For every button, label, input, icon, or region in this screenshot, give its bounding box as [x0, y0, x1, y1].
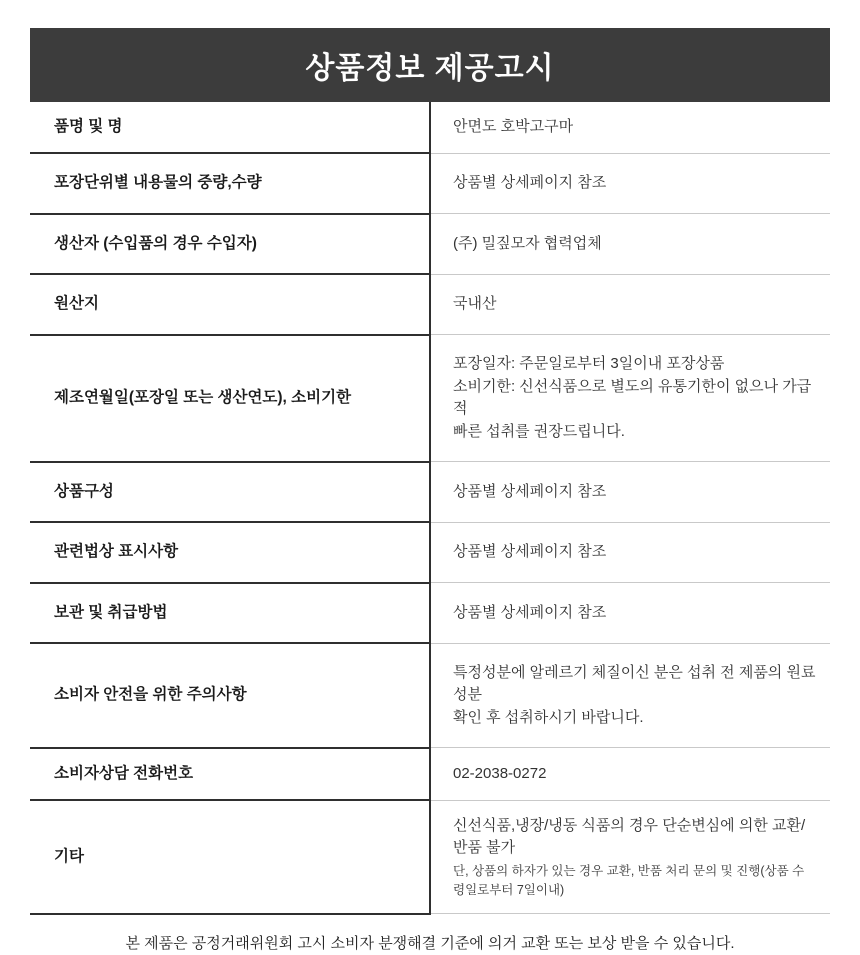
- row-value-line: 상품별 상세페이지 참조: [453, 174, 607, 192]
- row-value: [430, 153, 830, 213]
- row-value: [430, 274, 830, 334]
- table-row: [30, 522, 830, 582]
- row-label: 보관 및 취급방법: [30, 583, 430, 643]
- table-row: [30, 462, 830, 522]
- table-row: [30, 214, 830, 274]
- row-value-line: 상품별 상세페이지 참조: [453, 543, 607, 561]
- table-row: [30, 153, 830, 213]
- row-label: 제조연월일(포장일 또는 생산연도), 소비기한: [30, 335, 430, 462]
- page-title: 상품정보 제공고시: [30, 28, 830, 102]
- row-value-line: 확인 후 섭취하시기 바랍니다.: [453, 708, 644, 726]
- table-row: [30, 643, 830, 748]
- row-value: [430, 462, 830, 522]
- row-value: [430, 800, 830, 914]
- row-label: 생산자 (수입품의 경우 수입자): [30, 214, 430, 274]
- row-value-line: 신선식품,냉장/냉동 식품의 경우 단순변심에 의한 교환/반품 불가: [453, 816, 806, 857]
- row-value: [430, 522, 830, 582]
- row-value-line: 포장일자: 주문일로부터 3일이내 포장상품: [453, 355, 725, 373]
- table-row: [30, 800, 830, 914]
- row-label: 상품구성: [30, 462, 430, 522]
- row-value-line: 소비기한: 신선식품으로 별도의 유통기한이 없으나 가급적: [453, 377, 812, 418]
- table-row: [30, 748, 830, 800]
- table-row: [30, 335, 830, 462]
- row-label: 품명 및 명: [30, 102, 430, 153]
- customer-service-phone: 02-2038-0272: [453, 764, 547, 782]
- row-value: [430, 643, 830, 748]
- row-label: 포장단위별 내용물의 중량,수량: [30, 153, 430, 213]
- row-label: 소비자상담 전화번호: [30, 748, 430, 800]
- row-value: [430, 748, 830, 800]
- row-label: 관련법상 표시사항: [30, 522, 430, 582]
- row-value: [430, 102, 830, 153]
- row-value-line: 상품별 상세페이지 참조: [453, 482, 607, 500]
- table-row: [30, 274, 830, 334]
- row-value-subnote: 단, 상품의 하자가 있는 경우 교환, 반품 처리 문의 및 진행(상품 수령일로부터 7일이내): [453, 863, 805, 897]
- table-body: [30, 28, 830, 914]
- row-value-line: 안면도 호박고구마: [453, 118, 574, 136]
- row-value-line: 국내산: [453, 295, 497, 313]
- table-row: [30, 102, 830, 153]
- table-row: [30, 583, 830, 643]
- row-value-line: 상품별 상세페이지 참조: [453, 603, 607, 621]
- row-label: 소비자 안전을 위한 주의사항: [30, 643, 430, 748]
- row-label: 원산지: [30, 274, 430, 334]
- row-value-line: 빠른 섭취를 권장드립니다.: [453, 422, 625, 440]
- footer-note: 본 제품은 공정거래위원회 고시 소비자 분쟁해결 기준에 의거 교환 또는 보상 받을 수 있습니다.: [125, 934, 735, 952]
- row-value: [430, 335, 830, 462]
- row-value-line: (주) 밀짚모자 협력업체: [453, 234, 602, 252]
- row-value: [430, 583, 830, 643]
- row-value-line: 특정성분에 알레르기 체질이신 분은 섭취 전 제품의 원료 성분: [453, 663, 816, 704]
- table-title-row: [30, 28, 830, 102]
- product-info-table: [30, 28, 830, 915]
- row-label: 기타: [30, 800, 430, 914]
- row-value: [430, 214, 830, 274]
